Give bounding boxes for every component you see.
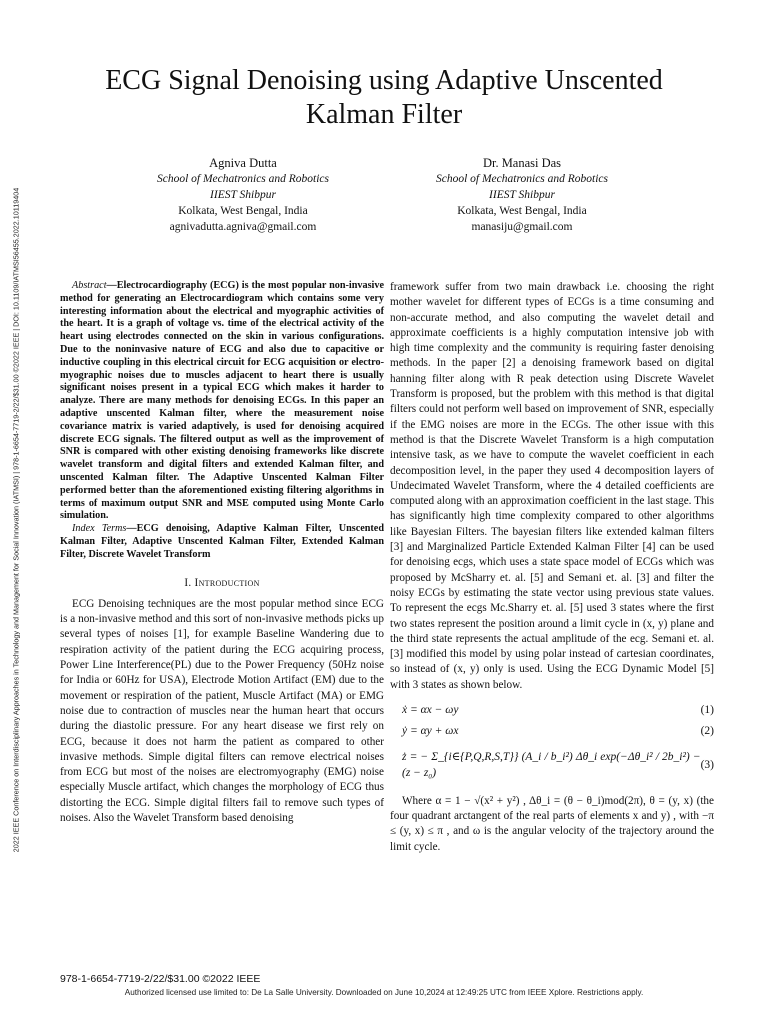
- index-terms: [60, 523, 384, 561]
- equations: [390, 703, 714, 786]
- abstract: [60, 280, 384, 523]
- title-line-1: ECG Signal Denoising using Adaptive Unscented: [105, 65, 663, 96]
- author-email: manasiju@gmail.com: [471, 221, 573, 233]
- equation-number: (3): [700, 758, 714, 771]
- equation-1: [390, 703, 714, 718]
- author-block-2: [392, 155, 652, 235]
- where-paragraph: Where α = 1 − √(x² + y²) , Δθ_i = (θ − θ_i)mod(2π), θ = (y, x) (the four quadrant arctangent of the real parts of elements x and y) , with −π ≤ (y, x) ≤ π , and ω is the angular velocity of the trajectory around the limit cycle.: [390, 794, 714, 853]
- index-terms-lead: Index Terms: [72, 523, 127, 535]
- author-email: agnivadutta.agniva@gmail.com: [169, 221, 317, 233]
- footer-copyright: 978-1-6654-7719-2/22/$31.00 ©2022 IEEE: [60, 973, 261, 985]
- equation-2: [390, 724, 714, 739]
- equation-text: ẏ = αy + ωx: [402, 725, 459, 738]
- footer-license: Authorized licensed use limited to: De La Salle University. Downloaded on June 10,2024 at 12:49:25 UTC from IEEE Xplore. Restrictions apply.: [124, 988, 644, 997]
- author-inst: IIEST Shibpur: [489, 189, 555, 201]
- author-dept: School of Mechatronics and Robotics: [435, 173, 609, 185]
- abstract-text: —Electrocardiography (ECG) is the most popular non-invasive method for generating an Electrocardiogram which contains some very interesting information about the electrical and myographic activities of the heart. It is a graph of voltage vs. time of the electrical activity of the heart using electrodes connected on the skin in various configurations. Due to the noninvasive nature of ECG and also due to capacitive or inductive coupling in this electrical circuit for ECG acquisition or electro-myographic noises due to muscles adjacent to heart there is usually significant noises present in a typical ECG which makes it harder to analyze. There are many methods for denoising ECGs. In this paper an adaptive unscented Kalman filter, where the measurement noise covariance matrix is varied adaptively, is used for denoising acquired discrete ECG signals. The filtered output as well as the improvement of SNR is compared with other existing denoising frameworks like discrete wavelet transform and digital filters and extended Kalman filter, and unscented Kalman filter. The Adaptive Unscented Kalman Filter performed better than the aforementioned existing filtering algorithms in terms of maximum output SNR and MSE computed using Monte Carlo simulation.: [60, 280, 384, 522]
- side-note-text: 2022 IEEE Conference on Interdisciplinary Approaches in Technology and Management for Social Innovation (IATMSI) | 978-1-6654-7719-2/22/$31.00 ©2022 IEEE | DOI: 10.1109/IATMSI56455.2022.10119404: [11, 187, 21, 853]
- body-paragraph: framework suffer from two main drawback i.e. choosing the right mother wavelet for different types of ECGs is a time consuming and non-accurate method, and also computing the wavelet detail and approximate coefficients is a highly computation intensive job with high time complexity and the community is requiring faster denoising methods. In the paper [2] a denoising framework based on digital hanning filter along with R peak detection using Discrete Wavelet Transform is proposed, but the problem with this method is that digital filters could not perform well based on improvement of SNR, especially if the EMG noises are more in the ECGs. The other issue with this method is that the Discrete Wavelet Transform is a high computation intensive task, as we have to compute the wavelet coefficient in each decomposition level, in the paper they used 4 decomposition layers of Undecimated Wavelet Transform, where the 4 detailed coefficients are computed along with an approximation coefficient in the last stage. This has significantly high time complexity compared to other algorithms like Bayesian Filters. The bayesian filters like extended kalman filters [3] and Marginalized Particle Extended Kalman Filter [4] can be used for denoising ecgs, which uses a state space model of ECGs which was proposed by McSharry et. al. [5] and Semani et. al. [3] and filter the noisy ECGs by estimating the state vector using previous state values. To represent the ecgs Mc.Sharry et. al. [5] used 3 states where the first two states represent the position around a limit cycle in (x, y) plane and the third state represents the actual amplitude of the ecg. Semani et. al. [3] modified this model by using polar instead of cartesian coordinates, so instead of (x, y) only is used. Using the ECG Dynamic Model [5] with 3 states as shown below.: [390, 281, 714, 691]
- intro-paragraph: ECG Denoising techniques are the most popular method since ECG is a non-invasive method and this sort of non-invasive methods picks up several types of noises [1], for example Baseline Wandering due to respiration activity of the patient during the ECG acquiring process, Power Line Interference(PL) due to the Power Frequency (50Hz noise for India or 60Hz for USA), Electrode Motion Artifact (EM) due to the movement or respiration of the patient, Muscle Artifact (MA) or EMG noise due to contraction of muscles near the human heart that occurs during the diastolic pressure. For any heart disease we first rely on ECG, because it does not harm the patient as compared to other invasive methods. Simple digital filters can remove electrical noises from ECG but most of the noises are electromyography (EMG) noise especially Muscle artifact, which changes the morphology of ECG thus distorting the ECG. Simple digital filters fail to remove such types of noises. Also the Wavelet Transform based denoising: [60, 597, 384, 824]
- left-column: [60, 280, 384, 826]
- author-inst: IIEST Shibpur: [210, 189, 276, 201]
- title-line-2: Kalman Filter: [305, 99, 463, 130]
- author-block-1: [113, 155, 373, 235]
- author-place: Kolkata, West Bengal, India: [178, 205, 308, 217]
- right-column: [390, 280, 714, 855]
- author-dept: School of Mechatronics and Robotics: [156, 173, 330, 185]
- equation-number: (2): [700, 725, 714, 738]
- author-place: Kolkata, West Bengal, India: [457, 205, 587, 217]
- index-terms-text: —ECG denoising, Adaptive Kalman Filter, Unscented Kalman Filter, Adaptive Unscented Kalman Filter, Extended Kalman Filter, Discrete Wavelet Transform: [60, 523, 384, 560]
- section-heading: I. Introduction: [184, 576, 260, 589]
- equation-3: [390, 746, 714, 786]
- paper-title: [60, 64, 708, 132]
- equation-number: (1): [700, 704, 714, 717]
- side-note: [8, 70, 24, 970]
- author-name: Dr. Manasi Das: [482, 156, 562, 170]
- author-name: Agniva Dutta: [209, 156, 277, 170]
- equation-text: ż = − Σ_{i∈{P,Q,R,S,T}} (A_i / b_i²) Δθ_i exp(−Δθ_i² / 2b_i²) − (z − z₀): [402, 751, 701, 779]
- abstract-lead: Abstract: [72, 280, 107, 291]
- equation-text: ẋ = αx − ωy: [402, 704, 459, 717]
